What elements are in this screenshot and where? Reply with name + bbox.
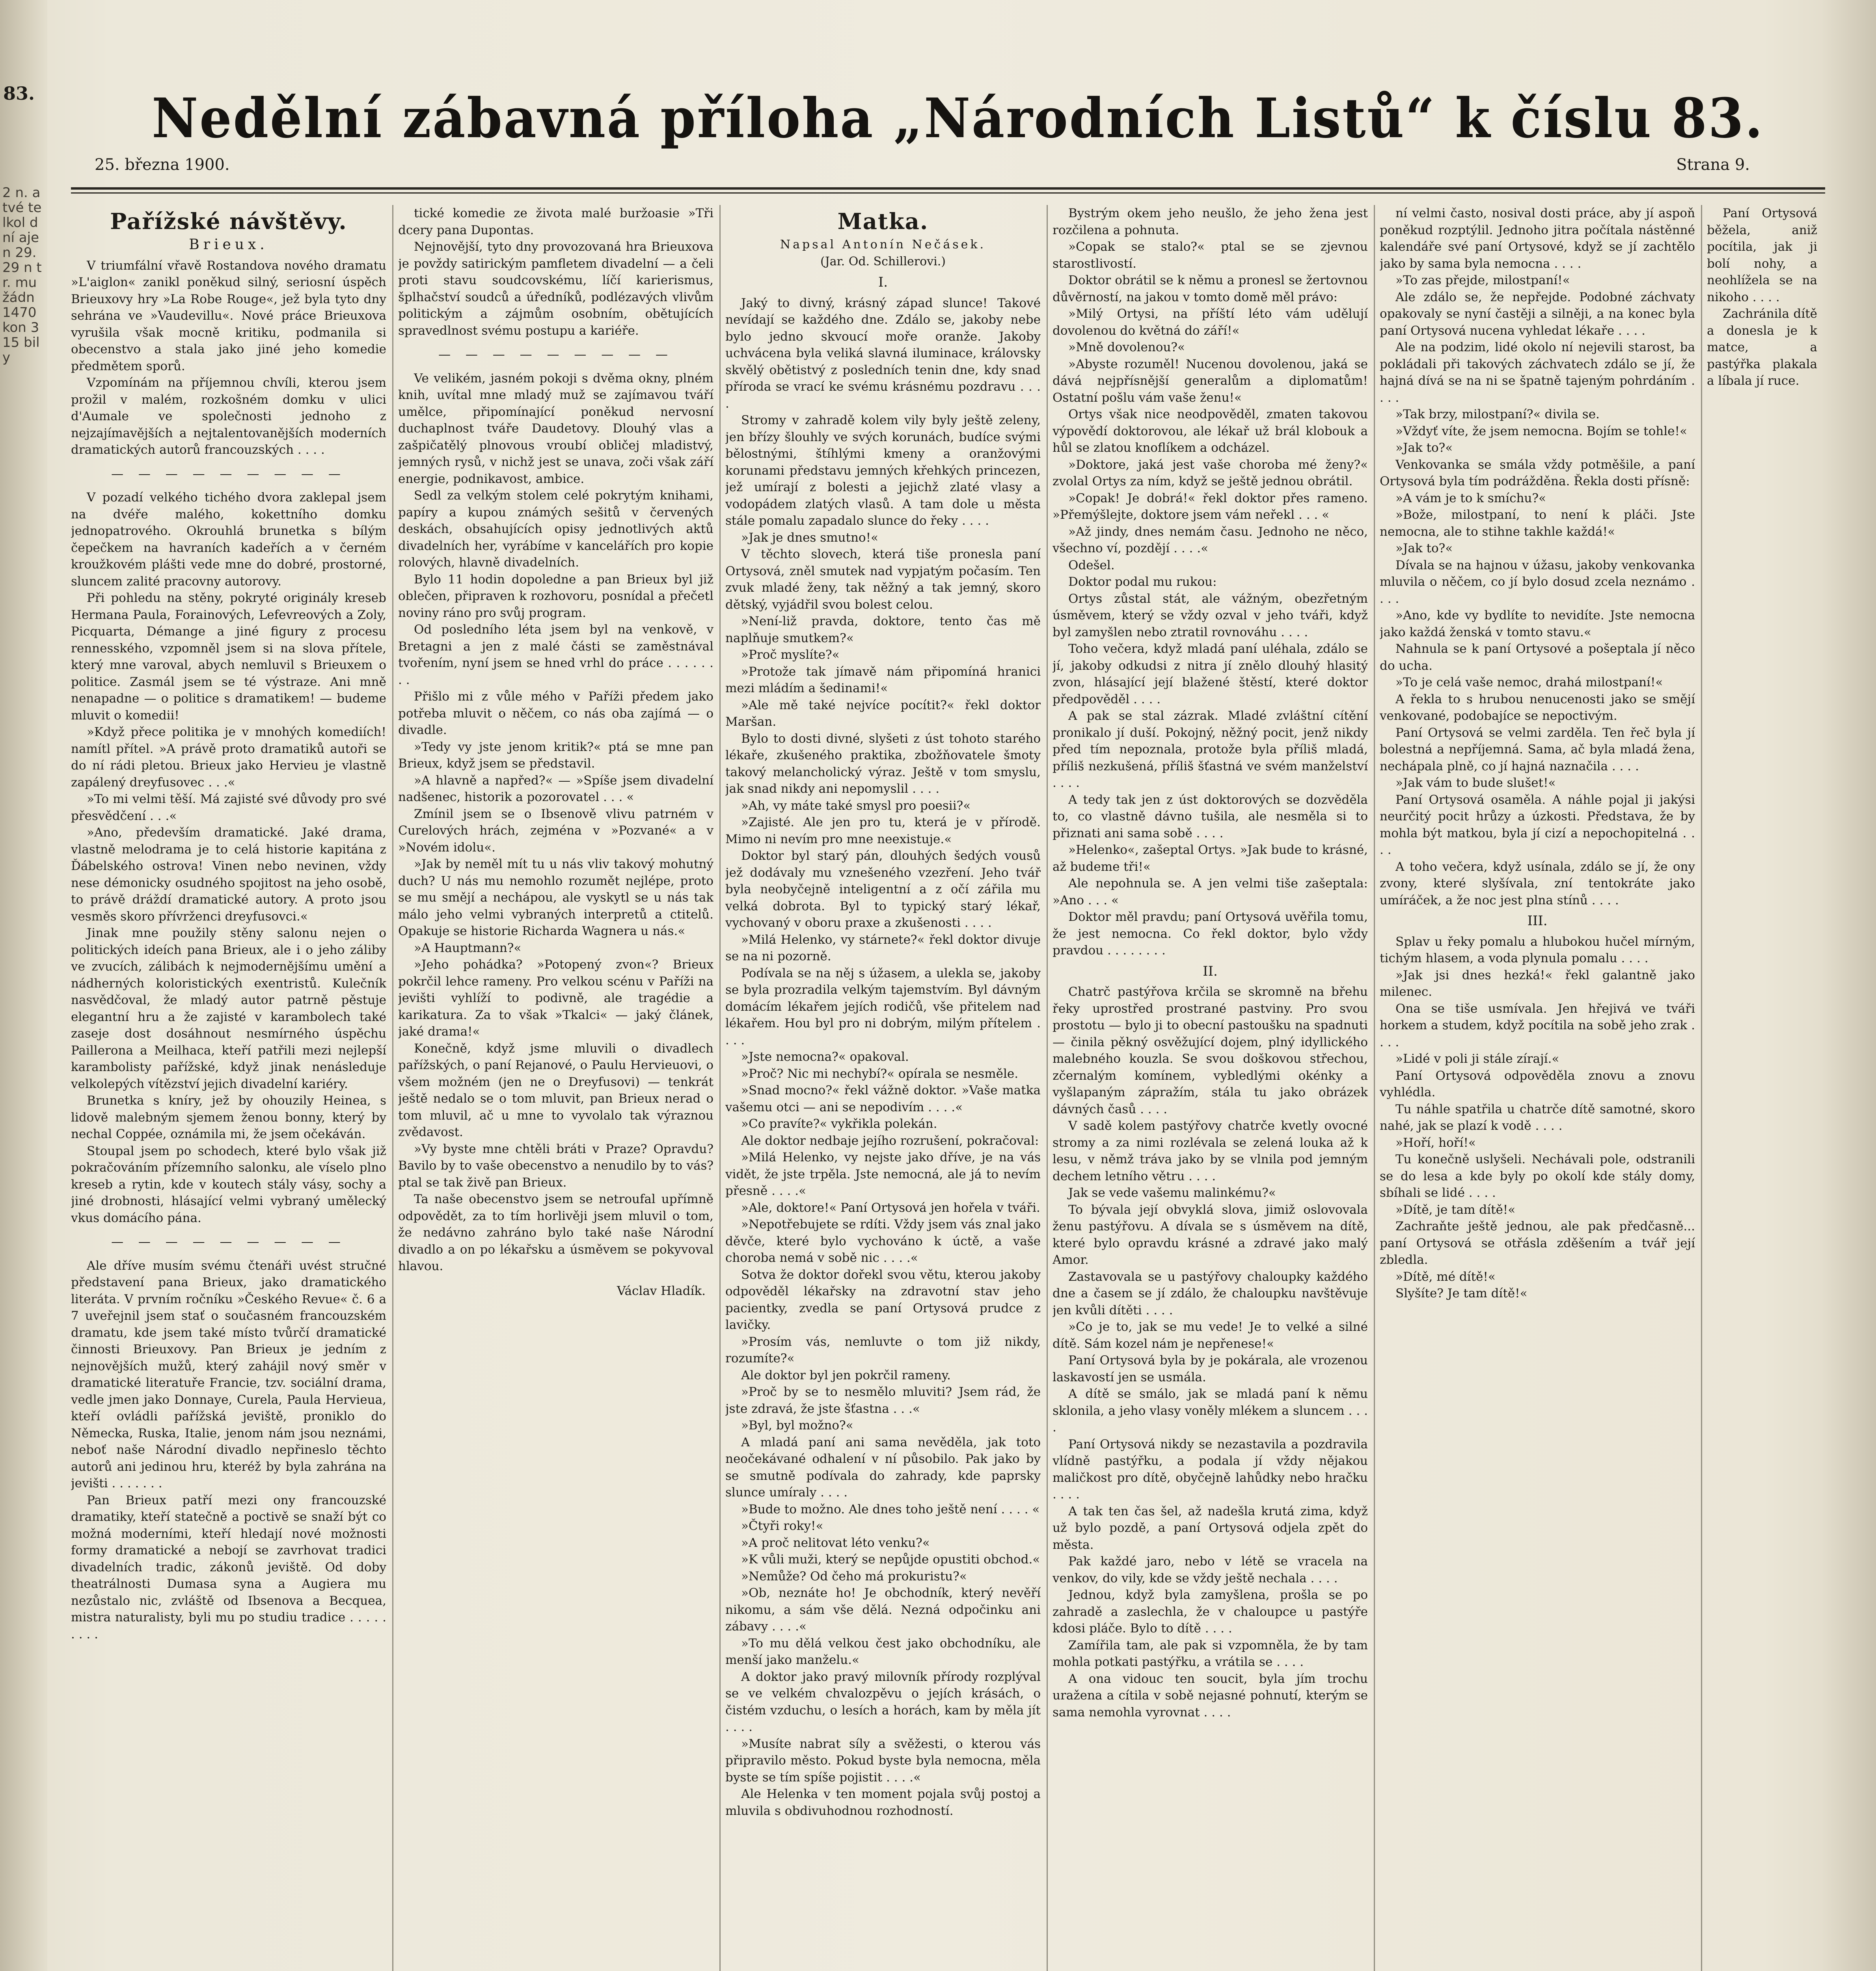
paragraph: »Až jindy, dnes nemám času. Jednoho ne něco, všechno ví, pozdějí . . . .« (1053, 524, 1368, 555)
paragraph: »Ale, doktore!« Paní Ortysová jen hořela v tváři. (741, 1200, 1040, 1215)
story-body-continued (1053, 205, 1368, 1721)
binding-margin (0, 0, 47, 1971)
paragraph: Paní Ortysová se velmi zarděla. Ten řeč byla jí bolestná a nepříjemná. Sama, ač byla mladá žena, nechápala plně, co jí hajná naznačila . . . . (1380, 725, 1695, 773)
paragraph: »Hoří, hoří!« (1395, 1135, 1476, 1150)
header-rule (71, 187, 1825, 190)
masthead (71, 75, 1845, 181)
page-number: Strana 9. (1676, 156, 1750, 174)
paragraph: Konečně, když jsme mluvili o divadlech pařížských, o paní Rejanové, o Paulu Hervieuovi, o všem možném (jen ne o Dreyfusovi) — tenkrát ještě nedalo se o tom mluvit, pan Brieux nerad o tom mluvil, ač u mne to vyvolalo tak výraznou zvědavost. (398, 1041, 714, 1139)
paragraph: »Musíte nabrat síly a svěžesti, o kterou vás připravilo město. Pokud byste byla nemocna, měla byste se tím spíše pojistit . . . .« (725, 1736, 1041, 1785)
paragraph: »To je celá vaše nemoc, drahá milostpaní!« (1395, 675, 1663, 689)
paragraph: Zmínil jsem se o Ibsenově vlivu patrném v Curelových hrách, zejména v »Pozvané« a v »Novém idolu«. (398, 807, 714, 855)
paragraph: Ale dříve musím svému čtenáři uvést stručné představení pana Brieux, jako dramatického literáta. V prvním ročníku »Českého Revue« č. 6 a 7 uveřejnil jsem stať o současném francouzském dramatu, kde jsem také místo tvůrčí dramatické činnosti Brieuxovy. Pan Brieux je jedním z nejnovějších mužů, který zahájil nový směr v dramatické literatuře Francie, tzv. sociální drama, vedle jmen jako Donnaye, Curela, Paula Hervieua, kteří ovládli pařížská jeviště, proniklo do Německa, Ruska, Italie, jenom nám jsou neznámi, neboť naše Národní divadlo nepřineslo těchto autorů ani jedinou hru, kteréž by byla zahrána na jevišti . . . . . . . (71, 1258, 386, 1490)
story-body-continued-2 (1380, 205, 1695, 1302)
paragraph: V těchto slovech, která tiše pronesla paní Ortysová, zněl smutek nad vypjatým počasím. Ten zvuk mladé ženy, tak něžný a tak jemný, skoro dětský, vyjádřil svou bolest celou. (725, 547, 1041, 612)
paragraph: Ale nepohnula se. A jen velmi tiše zašeptala: »Ano . . . « (1053, 876, 1368, 907)
paragraph: tické komedie ze života malé buržoasie »Tři dcery pana Dupontas. (398, 206, 714, 237)
paragraph: »Vy byste mne chtěli bráti v Praze? Opravdu? Bavilo by to vaše obecenstvo a nenudilo by to vás? ptal se tak živě pan Brieux. (398, 1142, 714, 1190)
paragraph: Ona se tiše usmívala. Jen hřejivá ve tváři horkem a studem, když pocítila na sobě jeho zrak . . . . (1380, 1001, 1695, 1049)
paragraph: »Milá Helenko, vy stárnete?« řekl doktor divuje se na ni pozorně. (725, 932, 1041, 963)
paragraph: »Snad mocno?« řekl vážně doktor. »Vaše matka vašemu otci — ani se nepodivím . . . .« (725, 1083, 1041, 1114)
paragraph: »Proč? Nic mi nechybí?« opírala se nesměle. (741, 1066, 1019, 1081)
paragraph: Ale zdálo se, že nepřejde. Podobné záchvaty opakovaly se nyní častěji a silněji, a na konec byla paní Ortysová nucena vyhledat lékaře . . . . (1380, 290, 1695, 338)
article-subtitle: Brieux. (189, 237, 268, 253)
section-numeral: I. (878, 274, 888, 290)
masthead-title: Nedělní zábavná příloha „Národních Listů“ k číslu 83. (152, 86, 1764, 150)
section-separator: — — — — — — — — — (438, 347, 673, 361)
paragraph: »Protože tak jímavě nám připomíná hranici mezi mládím a šedinami!« (725, 664, 1041, 695)
paragraph: Zastavovala se u pastýřovy chaloupky každého dne a časem se jí zdálo, že chaloupku navštěvuje jen kvůli dítěti . . . . (1053, 1269, 1368, 1317)
paragraph: »Ano, především dramatické. Jaké drama, vlastně melodrama je to celá historie kapitána z Ďábelského ostrova! Vinen nebo nevinen, vždy nese démonicky osudného spojitost na jeho osobě, to právě dráždí dramatické autory. A proto jsou vesměs skoro přívrženci dreyfusovci.« (71, 825, 386, 924)
paragraph: Toho večera, když mladá paní uléhala, zdálo se jí, jakoby odkudsi z nitra jí znělo dlouhý hlasitý zvon, hlásající její blažené štěstí, které doktor předpověděl . . . . (1053, 642, 1368, 706)
paragraph: Ta naše obecenstvo jsem se netroufal upřímně odpovědět, za to tím horlivěji jsem mluvil o tom, že nedávno zahráno bylo také naše Národní divadlo a on po lékařsku a úsměvem se pokyvoval hlavou. (398, 1192, 714, 1273)
paragraph: »Helenko«, zašeptal Ortys. »Jak bude to krásné, až budeme tři!« (1053, 843, 1368, 874)
column-divider (719, 205, 721, 1971)
story-title: Matka. (837, 209, 929, 235)
section-numeral: II. (1203, 963, 1218, 979)
paragraph: Sotva že doktor dořekl svou větu, kterou jakoby odpověděl lékařsky na zdravotní stav jeho pacientky, zvedla se paní Ortysová prudce z lavičky. (725, 1267, 1041, 1332)
paragraph: Ale Helenka v ten moment pojala svůj postoj a mluvila s obdivuhodnou rozhodností. (725, 1787, 1041, 1818)
paragraph: »K vůli muži, který se nepůjde opustiti obchod.« (741, 1552, 1040, 1567)
story-author: Napsal Antonín Nečásek. (780, 238, 986, 251)
paragraph: »Jak by neměl mít tu u nás vliv takový mohutný duch? U nás mu nemohlo rozumět nejlépe, proto se mu smějí a nechápou, ale vyskytl se u nás tak málo jeho velmi vybraných interpretů a ctitelů. Opakuje se historie Richarda Wagnera u nás.« (398, 857, 714, 938)
paragraph: A tak ten čas šel, až nadešla krutá zima, když už bylo pozdě, a paní Ortysová odjela zpět do města. (1053, 1504, 1368, 1552)
paragraph: Paní Ortysová osaměla. A náhle pojal ji jakýsi neurčitý pocit hrůzy a úzkosti. Představa, že by mohla být matkou, byla jí cizí a nepochopitelná . . . . (1380, 792, 1695, 857)
paragraph: »A proč nelitovat léto venku?« (741, 1535, 930, 1550)
paragraph: »Mně dovolenou?« (1068, 340, 1185, 354)
paragraph: Dívala se na hajnou v úžasu, jakoby venkovanka mluvila o něčem, co jí bylo dosud zcela neznámo . . . . (1380, 558, 1695, 606)
paragraph: »Dítě, je tam dítě!« (1395, 1202, 1516, 1217)
paragraph: Pan Brieux patří mezi ony francouzské dramatiky, kteří statečně a poctivě se snaží být co možná moderními, kteří hledají nové možnosti formy dramatické a nebojí se zavrhovat tradici divadelních tradic, zákonů jeviště. Od doby theatrálnosti Dumasa syna a Augiera mu nezůstalo nic, zvláště od Ibsenova a Becquea, mistra naturalisty, byli mu po studiu tradice . . . . . . . . . (71, 1493, 386, 1641)
column-3 (725, 205, 1041, 1971)
paragraph: A pak se stal zázrak. Mladé zvláštní cítění pronikalo jí duší. Pokojný, něžný pocit, jenž nikdy před tím nepoznala, protože byla příliš mladá, příliš nezkušená, příliš šťastná ve svém manželství . . . . (1053, 709, 1368, 790)
paragraph: »To mi velmi těší. Má zajisté své důvody pro své přesvědčení . . .« (71, 792, 386, 823)
paragraph: »Ob, neznáte ho! Je obchodník, který nevěří nikomu, a sám vše dělá. Nezná odpočinku ani zábavy . . . .« (725, 1586, 1041, 1634)
paragraph: Venkovanka se smála vždy potměšile, a paní Ortysová byla tím podrážděna. Řekla dosti přísně: (1380, 457, 1695, 488)
column-divider (1701, 205, 1702, 1971)
article-body-continued (398, 205, 714, 1275)
paragraph: Paní Ortysová běžela, aniž pocítila, jak ji bolí nohy, a neohlížela se na nikoho . . . . (1707, 206, 1817, 304)
paragraph: A ona vidouc ten soucit, byla jím trochu uražena a cítila v sobě nejasné pohnutí, kterým se sama nemohla vyrovnat . . . . (1053, 1671, 1368, 1720)
paragraph: »Prosím vás, nemluvte o tom již nikdy, rozumíte?« (725, 1334, 1041, 1366)
paragraph: »A vám je to k smíchu?« (1395, 491, 1546, 505)
paragraph: »Tedy vy jste jenom kritik?« ptá se mne pan Brieux, když jsem se představil. (398, 740, 714, 771)
paragraph: Jaký to divný, krásný západ slunce! Takové nevídají se každého dne. Zdálo se, jakoby nebe bylo jedno skvoucí moře oranže. Jakoby uchvácena byla veliká slavná iluminace, královsky skvělý obětistvý z posledních tenin dne, kdy snad příroda se vrací ke svému krásnému pozdravu . . . . (725, 296, 1041, 411)
paragraph: Chatrč pastýřova krčila se skromně na břehu řeky uprostřed prostrané pastviny. Pro svou prostotu — bylo ji to obecní pastoušku na spadnuti — činila pěkný osvěžující dojem, plný idyllického malebného kouzla. Se svou doškovou střechou, zčernalým komínem, vybledlými okénky a vyšlapaným zápražím, stála tu jako obrázek dávných časů . . . . (1053, 985, 1368, 1116)
paragraph: Podívala se na něj s úžasem, a ulekla se, jakoby se byla prozradila velkým tajemstvím. Byl dávným domácím lékařem jejích rodičů, vše přitelem nad lékařem. Hou byl pro ni dobrým, milým přítelem . . . . (725, 966, 1041, 1047)
paragraph: »Byl, byl možno?« (741, 1418, 853, 1433)
paragraph: »Dítě, mé dítě!« (1395, 1269, 1496, 1284)
paragraph: »A Hauptmann?« (414, 941, 522, 955)
paragraph: »Proč myslíte?« (741, 648, 840, 662)
paragraph: »Zajisté. Ale jen pro tu, která je v přírodě. Mimo ni nevím pro mne neexistuje.« (725, 815, 1041, 846)
paragraph: »Co pravíte?« vykřikla polekán. (741, 1117, 937, 1131)
column-6 (1707, 205, 1817, 1971)
story-body-continued-3 (1707, 205, 1817, 389)
paragraph: Tu konečně uslyšeli. Nechávali pole, odstranili se do lesa a kde byly po okolí kde stály domy, sbíhali se lidé . . . . (1380, 1152, 1695, 1200)
paragraph: Ve velikém, jasném pokoji s dvěma okny, plném knih, uvítal mne mladý muž se zajímavou tváří umělce, připomínající poněkud nervosní duchaplnost tváře Daudetovy. Dlouhý vlas a zašpičatělý plnovous vroubí obličej mladistvý, jemných rysů, v nichž jest se unava, zoči však září energie, podnikavost, ambice. (398, 371, 714, 486)
paragraph: Stoupal jsem po schodech, které bylo však již pokračováním přízemního salonku, ale víselo plno kreseb a rytin, kde v koutech stály vásy, sochy a jiné drobnosti, hlásající velmi vybraný umělecký vkus domácího pána. (71, 1144, 386, 1225)
paragraph: »Čtyři roky!« (741, 1519, 823, 1533)
paragraph: Od posledního léta jsem byl na venkově, v Bretagni a jen z malé části se zaměstnával tvořením, nyní jsem se hned vrhl do práce . . . . . . . . (398, 622, 714, 687)
paragraph: »Co je to, jak se mu vede! Je to velké a silné dítě. Sám kozel nám je nepřenese!« (1053, 1320, 1368, 1351)
paragraph: Paní Ortysová odpověděla znovu a znovu vyhlédla. (1380, 1068, 1695, 1099)
section-separator: — — — — — — — — — (111, 466, 346, 481)
column-divider (392, 205, 393, 1971)
paragraph: A tedy tak jen z úst doktorových se dozvěděla to, co vlastně dávno tušila, ale nesměla si to přiznati ani sama sobě . . . . (1053, 792, 1368, 840)
paragraph: »Milá Helenko, vy nejste jako dříve, je na vás vidět, že jste trpěla. Jste nemocná, ale já to nevím přesně . . . .« (725, 1150, 1041, 1198)
paragraph: »Není-liž pravda, doktore, tento čas mě naplňuje smutkem?« (725, 614, 1041, 645)
paragraph: Doktor byl starý pán, dlouhých šedých vousů jež dodávaly mu vznešeného vzezření. Jeho tvář byla neobyčejně inteligentní a z očí zářila mu velká dobrota. Byl to typický starý lékař, vychovaný v oboru praxe a zkušenosti . . . . (725, 849, 1041, 930)
column-divider (1047, 205, 1048, 1971)
paragraph: Doktor měl pravdu; paní Ortysová uvěřila tomu, že jest nemocna. Co řekl doktor, bylo vždy pravdou . . . . . . . . (1053, 910, 1368, 958)
paragraph: Zachránila dítě a donesla je k matce, a pastýřka plakala a líbala jí ruce. (1707, 307, 1817, 388)
paragraph: Jinak mne použily stěny salonu nejen o politických ideích pana Brieux, ale i o jeho záliby ve zvucích, zálibách k nejmodernějšímu umění a nádherných koloristických exentristů. Kulečník nasvědčoval, že mladý autor patrně pěstuje elegantní hru a že zajisté v karambolech také zaseje dost dosáhnout nesmírného úspěchu Paillerona a Meilhaca, kteří patřili mezi nejlepší karambolisty pařížské, když jinak nenásleduje velkolepých vítězství jejich divadelní kariéry. (71, 926, 386, 1091)
paragraph: »Abyste rozuměl! Nucenou dovolenou, jaká se dává nejpřísnější generalům a diplomatům! Ostatní pošlu vám vaše ženu!« (1053, 357, 1368, 405)
article-signature: Václav Hladík. (617, 1284, 706, 1298)
story-dedication: (Jar. Od. Schillerovi.) (820, 254, 946, 268)
paragraph: »To zas přejde, milostpaní!« (1395, 273, 1570, 287)
paragraph: »A hlavně a napřed?« — »Spíše jsem divadelní nadšenec, historik a pozorovatel . . . « (398, 773, 714, 804)
article-body (71, 257, 386, 1643)
paragraph: Nejnovější, tyto dny provozovaná hra Brieuxova je povždy satirickým pamfletem divadelní — a čeli proti stavu soudcovskému, líčí karierismus, šplhačství soudců a úředníků, podlézavých vlivům politickým a zájmům osobním, obětujících spravedlnost svému postupu a kariéře. (398, 240, 714, 338)
paragraph: Paní Ortysová byla by je pokárala, ale vrozenou laskavostí jen se usmála. (1053, 1353, 1368, 1384)
section-numeral: III. (1527, 913, 1548, 929)
paragraph: A mladá paní ani sama nevěděla, jak toto neočekávané odhalení v ní působilo. Pak jako by se smutně podívala do zahrady, kde paprsky slunce umíraly . . . . (725, 1435, 1041, 1500)
paragraph: »Jak jsi dnes hezká!« řekl galantně jako milenec. (1380, 968, 1695, 999)
column-2 (398, 205, 714, 1971)
paragraph: »Tak brzy, milostpaní?« divila se. (1395, 407, 1600, 421)
paragraph: »Jak to?« (1395, 441, 1453, 455)
paragraph: V triumfální vřavě Rostandova nového dramatu »L'aiglon« zanikl poněkud silný, seriosní úspěch Brieuxovy hry »La Robe Rouge«, jež byla tyto dny sehrána ve »Vaudevillu«. Nové práce Brieuxova vyrušila však mocně kritiku, podmanila si obecenstvo a stala jako jiné jeho komedie předmětem sporů. (71, 258, 386, 373)
page-edge-shading (1821, 0, 1876, 1971)
column-5 (1380, 205, 1695, 1971)
paragraph: »Bože, milostpaní, to není k pláči. Jste nemocna, ale to stihne takhle každá!« (1380, 508, 1695, 539)
paragraph: »To mu dělá velkou čest jako obchodníku, ale menší jako manželu.« (725, 1636, 1041, 1667)
paragraph: Zachraňte ještě jednou, ale pak předčasně... paní Ortysová se otřásla zděšením a tvář její zbledla. (1380, 1219, 1695, 1267)
paragraph: A doktor jako pravý milovník přírody rozplýval se ve velkém chvalozpěvu o jejích krásách, o čistém vzduchu, o lesích a horách, kam by měla jít . . . . (725, 1669, 1041, 1734)
paragraph: »Nepotřebujete se rdíti. Vždy jsem vás znal jako děvče, které bylo vychováno k úctě, a vaše choroba nemá v sobě nic . . . .« (725, 1217, 1041, 1265)
paragraph: »Ah, vy máte také smysl pro poesii?« (741, 798, 971, 813)
paragraph: Odešel. (1068, 558, 1115, 572)
column-4 (1053, 205, 1368, 1971)
paragraph: Zamířila tam, ale pak si vzpomněla, že by tam mohla potkati pastýřku, a vrátila se . . . . (1053, 1638, 1368, 1669)
column-1 (71, 205, 386, 1971)
paragraph: »Doktore, jaká jest vaše choroba mé ženy?« zvolal Ortys za ním, když se ještě jednou obrátil. (1053, 457, 1368, 488)
paragraph: Pak každé jaro, nebo v létě se vracela na venkov, do vily, kde se vždy ještě nechala . . . . (1053, 1554, 1368, 1585)
paragraph: Slyšíte? Je tam dítě!« (1395, 1286, 1528, 1300)
section-separator: — — — — — — — — — (111, 1235, 346, 1249)
paragraph: Ale na podzim, lidé okolo ní nejevili starost, ba pokládali při takových záchvatech zdálo se jí, že hajná dívá se na ni se špatně tajeným pohrdáním . . . . (1380, 340, 1695, 405)
paragraph: »Jak je dnes smutno!« (741, 530, 879, 545)
paragraph: Doktor podal mu rukou: (1068, 575, 1217, 589)
paragraph: »Jak to?« (1395, 541, 1453, 555)
paragraph: Doktor obrátil se k němu a pronesl se žertovnou důvěrností, na jakou v tomto domě měl právo: (1053, 273, 1368, 304)
issue-date: 25. března 1900. (95, 156, 230, 174)
paragraph: »Milý Ortysi, na příští léto vám udělují dovolenou do květná do září!« (1053, 307, 1368, 338)
paragraph: Bylo 11 hodin dopoledne a pan Brieux byl již oblečen, připraven k rozhovoru, posnídal a přečetl noviny ráno pro svůj program. (398, 572, 714, 620)
story-body (725, 295, 1041, 1820)
paragraph: Ortys zůstal stát, ale vážným, obezřetným úsměvem, který se vždy ozval v jeho tváři, když byl zamyšlen nebo ztratil rovnováhu . . . . (1053, 591, 1368, 639)
paragraph: V sadě kolem pastýřovy chatrče kvetly ovocné stromy a za nimi rozlévala se zelená louka až k lesu, v němž tráva jako by se vlnila pod jemným dechem letního větru . . . . (1053, 1119, 1368, 1183)
edge-page-number: 83. (3, 83, 35, 104)
paragraph: V pozadí velkého tichého dvora zaklepal jsem na dvéře malého, kokettního domku jednopatrového. Okrouhlá brunetka s bílým čepečkem na havraních kadeřích a v černém kroužkovém plášti vede mne do dobré, prostorné, sluncem zalité pracovny autorovy. (71, 490, 386, 589)
paragraph: »Ale mě také nejvíce pocítit?« řekl doktor Maršan. (725, 698, 1041, 729)
column-divider (1374, 205, 1375, 1971)
paragraph: »Jeho pohádka? »Potopený zvon«? Brieux pokrčil lehce rameny. Pro velkou scénu v Paříži na jevišti vyhlíží to podivně, ale tragédie a karikatura. Za to však »Tkalci« — jaký článek, jaké drama!« (398, 958, 714, 1039)
paragraph: »Když přece politika je v mnohých komediích! namítl přítel. »A právě proto dramatiků autoři se do ní rádi pletou. Brieux jako Hervieu je vlastně zapálený dreyfusovec . . .« (71, 725, 386, 790)
paragraph: A řekla to s hrubou nenucenosti jako se smějí venkované, podobajíce se nepoctivým. (1380, 692, 1695, 723)
paragraph: To bývala její obvyklá slova, jimiž oslovovala ženu pastýřovu. A dívala se s úsměvem na dítě, které bylo opravdu krásné a zdravé jako malý Amor. (1053, 1202, 1368, 1267)
paragraph: Tu náhle spatřila u chatrče dítě samotné, skoro nahé, jak se plazí k vodě . . . . (1380, 1102, 1695, 1133)
paragraph: »Jste nemocna?« opakoval. (741, 1050, 909, 1064)
paragraph: Splav u řeky pomalu a hlubokou hučel mírným, tichým hlasem, a voda plynula pomalu . . . . (1380, 934, 1695, 965)
paragraph: »Copak! Je dobrá!« řekl doktor přes rameno. »Přemýšlejte, doktore jsem vám neřekl . . . « (1053, 491, 1368, 522)
paragraph: Brunetka s kníry, jež by ohouzily Heinea, s lidově malebným sjemem ženou bonny, který by nechal Coppée, oznámila mi, že jsem očekáván. (71, 1094, 386, 1141)
paragraph: Při pohledu na stěny, pokryté originály kreseb Hermana Paula, Forainových, Lefevreových a Zoly, Picquarta, Démange a jiné figury z procesu rennesského, vzpomněl jsem si na slova přítele, který mne varoval, abych nemluvil s Brieuxem o politice. Zasmál jsem se té výstraze. Ani mně nenapadne — o politice s dramatikem! — budeme mluvit o komedii! (71, 591, 386, 723)
paragraph: Nahnula se k paní Ortysové a pošeptala jí něco do ucha. (1380, 642, 1695, 673)
paragraph: Bystrým okem jeho neušlo, že jeho žena jest rozčilena a pohnuta. (1053, 206, 1368, 237)
paragraph: Přišlo mi z vůle mého v Paříži předem jako potřeba mluvit o něčem, co nás oba zajímá — o divadle. (398, 689, 714, 737)
paragraph: Jednou, když byla zamyšlena, prošla se po zahradě a zaslechla, že v chaloupce u pastýře kdosi pláče. Bylo to dítě . . . . (1053, 1588, 1368, 1636)
edge-fragment-text: 2 n. a tvé telkol dní ajen 29. 29 n tr. mu žádn 1470 kon 315 bily (2, 185, 42, 365)
paragraph: »Bude to možno. Ale dnes toho ještě není . . . . « (741, 1502, 1040, 1516)
paragraph: »Proč by se to nesmělo mluviti? Jsem rád, že jste zdravá, že jste šťastna . . .« (725, 1385, 1041, 1416)
paragraph: »Copak se stalo?« ptal se se zjevnou starostlivostí. (1053, 240, 1368, 271)
paragraph: Ale doktor byl jen pokrčil rameny. (741, 1368, 951, 1382)
paragraph: Jak se vede vašemu malinkému?« (1068, 1186, 1276, 1200)
paragraph: Bylo to dosti divné, slyšeti z úst tohoto starého lékaře, zkušeného praktika, zbožňovatele šmoty takový melancholický výraz. Ještě v tom smyslu, jak snad nikdy ani nepomyslil . . . . (725, 731, 1041, 796)
paragraph: »Ano, kde vy bydlíte to nevidíte. Jste nemocna jako každá ženská v tomto stavu.« (1380, 608, 1695, 639)
paragraph: »Jak vám to bude slušet!« (1395, 776, 1556, 790)
paragraph: A toho večera, když usínala, zdálo se jí, že ony zvony, které slyšívala, zní tentokráte jako umíráček, a že noc jest plna stínů . . . . (1380, 859, 1695, 907)
article-title: Pařížské návštěvy. (110, 209, 347, 235)
paragraph: Sedl za velkým stolem celé pokrytým knihami, papíry a kupou známých sešitů v červených deskách, obsahujících opisy jednotlivých aktů divadelních her, vyrábíme v kancelářích pro kopie rolových, hlavně divadelních. (398, 488, 714, 570)
paragraph: Paní Ortysová nikdy se nezastavila a pozdravila vlídně pastýřku, a podala jí vždy nějakou maličkost pro dítě, obyčejně lahůdky nebo hračku . . . . (1053, 1437, 1368, 1502)
paragraph: »Nemůže? Od čeho má prokuristu?« (741, 1569, 967, 1584)
paragraph: ní velmi často, nosival dosti práce, aby jí aspoň poněkud rozptýlil. Jednoho jitra počítala nástěnné kalendáře své paní Ortysové, když se jí zachtělo jako by sama byla nemocna . . . . (1380, 206, 1695, 271)
paragraph: »Lidé v poli ji stále zírají.« (1395, 1052, 1559, 1066)
paragraph: Vzpomínám na příjemnou chvíli, kterou jsem prožil v malém, rozkošném domku v ulici d'Aumale ve společnosti jednoho z nejzajímavějších a nejtalentovanějších moderních dramatických autorů francouzských . . . . (71, 376, 386, 457)
paragraph: »Vždyť víte, že jsem nemocna. Bojím se tohle!« (1395, 424, 1687, 438)
paragraph: A dítě se smálo, jak se mladá paní k němu sklonila, a jeho vlasy voněly mlékem a sluncem . . . . (1053, 1387, 1368, 1434)
header-rule-thin (71, 192, 1825, 194)
paragraph: Ale doktor nedbaje jejího rozrušení, pokračoval: (741, 1133, 1039, 1148)
paragraph: Ortys však nice neodpověděl, zmaten takovou výpovědí doktorovou, ale lékař už brál klobouk a hůl se zlatou knoflíkem a odcházel. (1053, 407, 1368, 455)
paragraph: Stromy v zahradě kolem vily byly ještě zeleny, jen břízy šlouhly ve svých korunách, budíce svými bělostnými, štíhlými kmeny a oranžovými korunami představu jemných křehkých princezen, jež umírají z bolesti a jejichž zlaté vlasy a vodopádem zlatých vlasů. A tam dole u města stále pomalu zapadalo slunce do řeky . . . . (725, 413, 1041, 528)
